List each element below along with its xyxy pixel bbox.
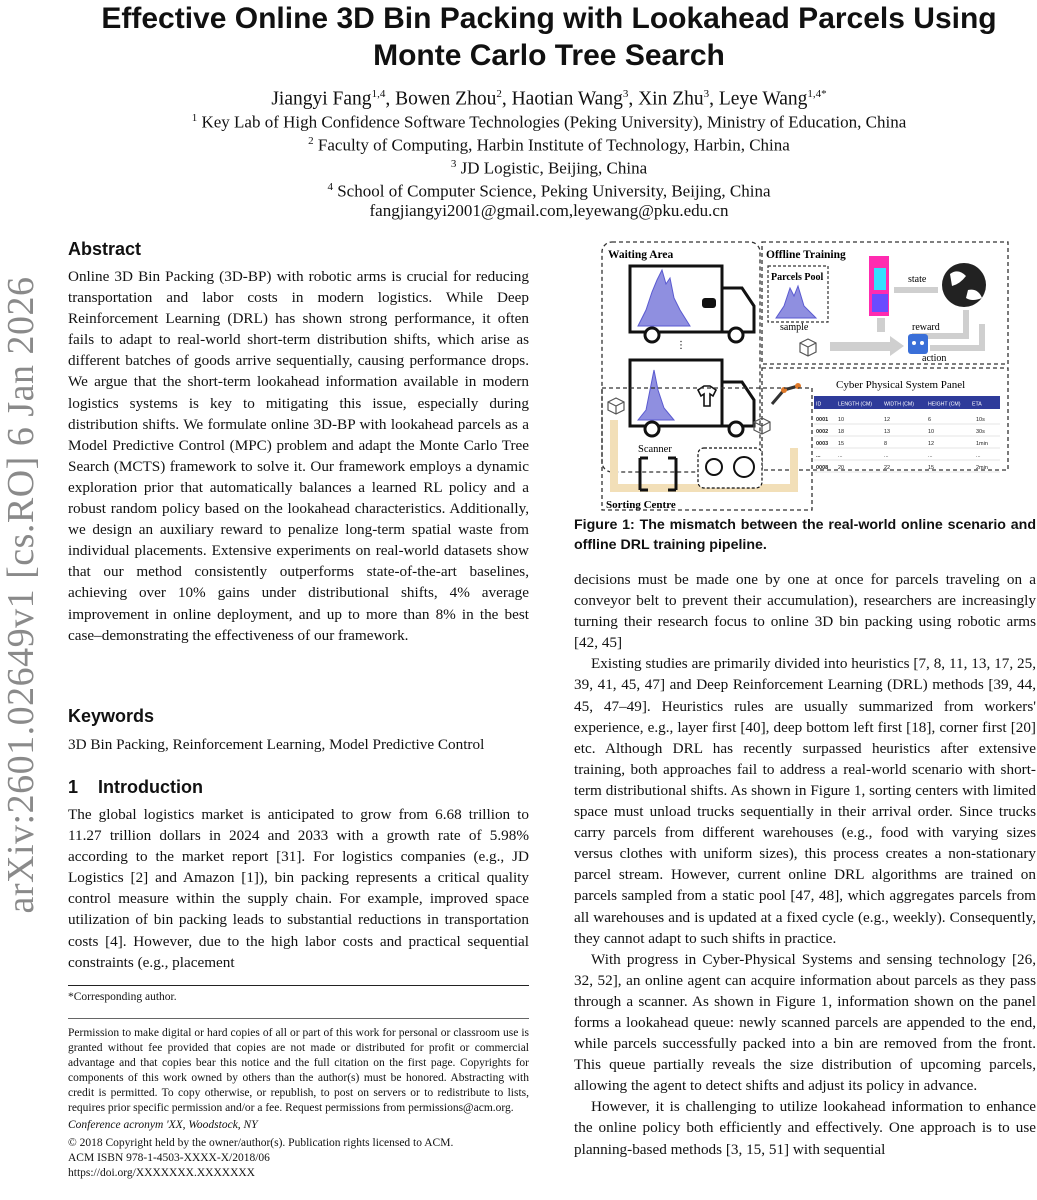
isbn-line: ACM ISBN 978-1-4503-XXXX-X/2018/06	[68, 1152, 270, 1164]
panel-cell: 12	[928, 441, 935, 447]
keywords-section	[68, 705, 529, 755]
sorting-centre-label: Sorting Centre	[606, 499, 676, 511]
introduction-heading	[68, 776, 529, 798]
globe-icon	[942, 263, 986, 307]
affiliation-sup: 4	[327, 181, 333, 193]
panel-header-cell: ETA	[972, 401, 982, 408]
panel-cell: 18	[838, 429, 845, 435]
reward-label: reward	[912, 322, 940, 333]
intro-paragraph-2: Existing studies are primarily divided into heuristics [7, 8, 11, 13, 17, 25, 39, 41, 45, 47] and Deep Reinforcement Learning (DRL) methods [39, 44, 45, 47–49]. Heuristics rules are usually summarized from workers' experience, e.g., layer first [40], deep bottom left first [18], corner first [20] etc. Although DRL has recently surpassed heuristics after extensive training, both approaches fail to address a real-world scenario with short-term distributional shifts. As shown in Figure 1, sorting centers with limited space must unload trucks sequentially in their arrival order. Since trucks carry parcels from different warehouses (e.g., food with varying sizes versus clothes with uniform sizes), this process creates a non-stationary parcel stream. However, current online DRL algorithms are trained on parcels sampled from a static pool [47, 48], which aggregates parcels from all warehouses and is updated at a fixed cycle (e.g., weekly). Consequently, they cannot adapt to such shifts in practice.	[574, 655, 1036, 947]
scanner-label: Scanner	[638, 444, 672, 455]
panel-cell: 13	[884, 429, 891, 435]
arxiv-identifier: arXiv:2601.02649v1 [cs.RO] 6 Jan 2026	[0, 276, 42, 914]
cube-icon	[608, 398, 624, 414]
panel-cell: ...	[884, 453, 889, 459]
intro-paragraph-3: With progress in Cyber-Physical Systems and sensing technology [26, 32, 52], an online agent can acquire information about parcels as they pass through a scanner. As shown in Figure 1, information shown on the panel forms a lookahead queue: newly scanned parcels are appended to the end, while parcels successfully packed into a bin are removed from the front. This queue partially reveals the size distribution of upcoming parcels, allowing the agent to detect shifts and adjust its policy in advance.	[574, 950, 1036, 1095]
offline-training-label: Offline Training	[766, 249, 846, 261]
author-emails: fangjiangyi2001@gmail.com,leyewang@pku.edu.cn	[369, 201, 729, 220]
title-line-2: Monte Carlo Tree Search	[373, 39, 725, 72]
abstract-text: Online 3D Bin Packing (3D-BP) with robotic arms is crucial for reducing transportation and labor costs in modern logistics. While Deep Reinforcement Learning (DRL) has shown strong performance, it often fails to adapt to real-world short-term distribution shifts, which arise as different batches of goods arrive sequentially, causing performance drops. We argue that the short-term lookahead information available in modern logistics systems is key to mitigating this issue, especially during distribution shifts. We formulate online 3D-BP with lookahead parcels as a Model Predictive Control (MPC) problem and adapt the Monte Carlo Tree Search (MCTS) framework to solve it. Our framework employs a dynamic exploration prior that automatically balances a learned RL policy and a robust random policy based on the lookahead characteristics. Additionally, we design an auxiliary reward to penalize long-term spatial waste from individual placements. Extensive experiments on real-world datasets show that our method consistently outperforms state-of-the-art baselines, achieving over 10% gains under distributional shifts, 4% average improvement in online deployment, and up to more than 8% in the best case–demonstrating the effectiveness of our framework.	[68, 268, 529, 644]
burger-icon	[702, 298, 716, 308]
abstract-section	[68, 238, 529, 646]
panel-cell: 1min	[976, 441, 988, 447]
intro-paragraph-4: However, it is challenging to utilize lookahead information to enhance the online policy both efficiently and effectively. One approach is to use planning-based methods [3, 15, 51] with sequential	[574, 1098, 1036, 1158]
author-sup: 1,4	[371, 88, 386, 100]
panel-cell: 22	[884, 465, 891, 471]
doi-link[interactable]: https://doi.org/XXXXXXX.XXXXXXX	[68, 1167, 255, 1179]
panel-cell: 8	[884, 441, 888, 447]
footnote-divider	[68, 985, 529, 986]
panel-cell: 0002	[816, 429, 829, 435]
waiting-area-label: Waiting Area	[608, 249, 674, 261]
section-title: Introduction	[98, 777, 204, 797]
author-sup: 3	[703, 88, 710, 100]
introduction-paragraph: The global logistics market is anticipated to grow from 6.68 trillion to 11.27 trillion dollars in 2024 and 2033 with a growth rate of 5.98% according to the market report [31]. For logistics companies (e.g., JD Logistics [2] and Amazon [1]), bin packing represents a critical quality control measure within the supply chain. For example, improved space utilization of bin packing leads to substantial reductions in transportation costs [4]. However, due to the high labor costs and practical sequential constraints (e.g., placement	[68, 806, 529, 971]
panel-cell: 0003	[816, 441, 829, 447]
panel-cell: ...	[838, 453, 843, 459]
panel-cell: 0008	[816, 465, 829, 471]
panel-cell: 30s	[976, 429, 985, 435]
title-line-1: Effective Online 3D Bin Packing with Lookahead Parcels Using	[101, 2, 997, 35]
author-sup: 2	[496, 88, 502, 100]
footnotes	[68, 990, 529, 1005]
author-list: Jiangyi Fang$^{1,4}$, Bowen Zhou$^2$, Haotian Wang$^3$, Xin Zhu$^3$, Leye Wang$^{1,4*}$	[271, 88, 827, 110]
panel-cell: ...	[928, 453, 933, 459]
panel-header-cell: ID	[816, 401, 822, 408]
affiliation-sup: 1	[191, 112, 198, 124]
panel-header-cell: WIDTH (CM)	[884, 401, 914, 408]
panel-header-cell: LENGTH (CM)	[838, 401, 873, 408]
panel-cell: 15	[928, 465, 935, 471]
permission-text: Permission to make digital or hard copies of all or part of this work for personal or classroom use is granted without fee provided that copies are not made or distributed for profit or commercial advantage and that copies bear this notice and the full citation on the first page. Copyrights for components of this work owned by others than the author(s) must be honored. Abstracting with credit is permitted. To copy otherwise, or republish, to post on servers or to redistribute to lists, requires prior specific permission and/or a fee. Request permissions from permissions@acm.org.	[68, 1027, 529, 1114]
parcels-pool-label: Parcels Pool	[771, 272, 824, 283]
cube-icon	[754, 418, 770, 434]
panel-cell: 15	[838, 441, 845, 447]
scan-info-box	[698, 448, 762, 488]
panel-cell: 10s	[976, 417, 985, 423]
truck-icon	[630, 360, 754, 436]
right-column-text	[574, 569, 1036, 1160]
panel-cell: 20	[838, 465, 845, 471]
conference-line: Conference acronym 'XX, Woodstock, NY	[68, 1119, 258, 1131]
author-name: Xin Zhu	[638, 88, 704, 110]
sample-arrow-icon	[830, 342, 890, 351]
panel-cell: 0001	[816, 417, 829, 423]
ellipsis-icon: ⋮	[676, 340, 686, 351]
author-name: Jiangyi Fang	[271, 88, 372, 110]
corresponding-footnote: *Corresponding author.	[68, 991, 177, 1003]
section-number: 1	[68, 777, 79, 797]
state-label: state	[908, 274, 927, 285]
affiliation-sup: 2	[308, 135, 314, 147]
cube-icon	[800, 339, 816, 356]
panel-cell: 12	[884, 417, 891, 423]
truck-icon	[630, 266, 754, 342]
author-name: Haotian Wang	[511, 88, 623, 110]
action-label: action	[922, 353, 947, 364]
figure-illustration	[594, 240, 1034, 512]
keywords-text: 3D Bin Packing, Reinforcement Learning, Model Predictive Control	[68, 736, 485, 753]
permission-block	[68, 1026, 529, 1181]
panel-cell: ...	[976, 453, 981, 459]
affiliation-sup: 3	[450, 158, 457, 170]
panel-cell: ...	[816, 453, 821, 459]
figure-caption: Figure 1: The mismatch between the real-world online scenario and offline DRL training pipeline.	[574, 517, 1036, 553]
panel-table	[814, 402, 1000, 473]
author-sup: 1,4*	[807, 88, 827, 100]
panel-cell: 10	[928, 429, 935, 435]
permission-divider	[68, 1018, 529, 1019]
figure-caption-block	[574, 515, 1036, 555]
cps-panel-label: Cyber Physical System Panel	[836, 379, 966, 391]
affiliation	[60, 176, 1037, 203]
affiliation-text: School of Computer Science, Peking University, Beijing, China	[337, 181, 771, 201]
affiliation-text: Faculty of Computing, Harbin Institute of Technology, Harbin, China	[317, 135, 790, 155]
keywords-heading: Keywords	[68, 706, 155, 726]
affiliation-text: Key Lab of High Confidence Software Technologies (Peking University), Ministry of Education, China	[201, 112, 907, 132]
arxiv-sidebar	[0, 270, 46, 920]
panel-cell: 6	[928, 417, 932, 423]
affiliation-text: JD Logistic, Beijing, China	[460, 158, 648, 178]
agent-robot-icon	[908, 334, 928, 354]
author-sup: 3	[622, 88, 629, 100]
author-name: Bowen Zhou	[395, 88, 497, 110]
paper-title	[60, 0, 1037, 74]
figure-1	[594, 240, 1034, 512]
copyright-line: © 2018 Copyright held by the owner/author(s). Publication rights licensed to ACM.	[68, 1137, 454, 1149]
introduction-section	[68, 776, 529, 973]
abstract-heading: Abstract	[68, 239, 142, 259]
panel-cell: 2min	[976, 465, 988, 471]
panel-cell: 10	[838, 417, 845, 423]
pool-distribution-icon	[776, 286, 816, 318]
panel-header-cell: HEIGHT (CM)	[928, 401, 961, 408]
intro-paragraph-continued: decisions must be made one by one at once for parcels traveling on a conveyor belt to prevent their accumulation), researchers are increasingly turning their research focus to online 3D bin packing using robotic arms [42, 45]	[574, 571, 1036, 652]
author-name: Leye Wang	[718, 88, 808, 110]
sample-label: sample	[780, 322, 809, 333]
